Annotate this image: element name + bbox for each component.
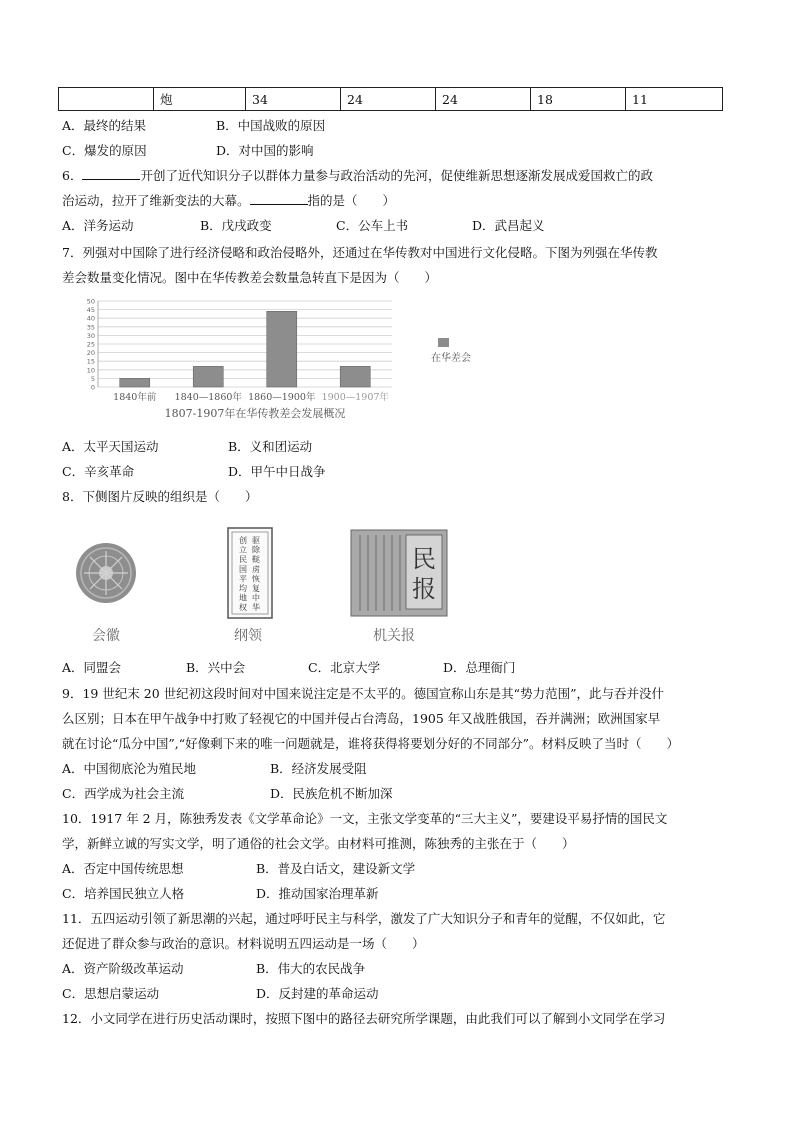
data-table	[58, 87, 723, 111]
q7-option-a[interactable]: A．太平天国运动	[62, 439, 159, 454]
program-char: 平	[239, 574, 247, 584]
table-cell	[59, 88, 154, 111]
q10-option-c[interactable]: C．培养国民独立人格	[62, 886, 185, 901]
chart-bar	[120, 378, 150, 387]
table-cell: 18	[531, 88, 626, 111]
legend-label: 在华差会	[431, 353, 471, 364]
caption-emblem: 会徽	[92, 628, 120, 644]
q7-option-b[interactable]: B．义和团运动	[228, 439, 313, 454]
newspaper-image	[350, 529, 448, 617]
table-cell: 炮	[154, 88, 246, 111]
x-tick-label: 1840—1860年	[174, 392, 242, 403]
y-tick-label: 5	[90, 374, 95, 383]
q10-line-1: 10．1917 年 2 月，陈独秀发表《文学革命论》一文，主张文学变革的“三大主义”，要建设平易抒情的国民文	[62, 811, 668, 826]
q9-option-b[interactable]: B．经济发展受阻	[270, 761, 367, 776]
x-tick-label: 1900—1907年	[321, 392, 389, 403]
program-char: 华	[252, 603, 260, 613]
table-cell: 11	[626, 88, 723, 111]
q6-blank-1	[82, 168, 140, 180]
program-char: 除	[252, 545, 260, 555]
newspaper-title-char: 民	[412, 545, 436, 573]
y-tick-label: 10	[86, 366, 95, 375]
q9-line-1: 9．19 世纪末 20 世纪初这段时间对中国来说注定是不太平的。德国宣称山东是其“势力范围”，此与吞并没什	[62, 686, 664, 701]
q7-line-1: 7．列强对中国除了进行经济侵略和政治侵略外，还通过在华传教对中国进行文化侵略。下图为列强在华传教	[62, 245, 658, 260]
q5-option-b[interactable]: B．中国战败的原因	[216, 118, 326, 133]
q7-line-2: 差会数量变化情况。图中在华传教差会数量急转直下是因为（ ）	[62, 270, 438, 285]
program-char: 恢	[252, 574, 260, 584]
q9-line-3: 就在讨论“瓜分中国”,“好像剩下来的唯一问题就是，谁将获得将要划分好的不同部分”。材料反映了当时（ ）	[62, 736, 680, 751]
chart-x-labels	[113, 391, 389, 403]
q8-option-d[interactable]: D．总理衙门	[443, 660, 516, 675]
q11-line-2: 还促进了群众参与政治的意识。材料说明五四运动是一场（ ）	[62, 936, 425, 951]
table-cell: 24	[436, 88, 531, 111]
program-char: 驱	[252, 536, 260, 545]
q9-option-d[interactable]: D．民族危机不断加深	[270, 786, 393, 801]
y-tick-label: 40	[86, 314, 95, 323]
q11-option-b[interactable]: B．伟大的农民战争	[256, 961, 366, 976]
q11-line-1: 11．五四运动引领了新思潮的兴起，通过呼吁民主与科学，激发了广大知识分子和青年的觉醒，不仅如此，它	[62, 911, 666, 926]
chart-bar	[340, 366, 370, 387]
caption-newspaper: 机关报	[373, 628, 415, 644]
q9-option-c[interactable]: C．西学成为社会主流	[62, 786, 185, 801]
q6-line-2	[62, 193, 395, 209]
q6-option-a[interactable]: A．洋务运动	[62, 218, 134, 233]
table-cell: 24	[341, 88, 436, 111]
program-char: 立	[239, 545, 247, 555]
program-image	[226, 526, 274, 620]
q9-line-2: 么区别；日本在甲午战争中打败了轻视它的中国并侵占台湾岛，1905 年又战胜俄国，吞并满洲；欧洲国家早	[62, 711, 661, 726]
program-char: 复	[252, 584, 260, 593]
program-char: 虏	[252, 564, 260, 574]
chart-title: 1807-1907年在华传教差会发展概况	[164, 407, 346, 420]
program-char: 民	[239, 555, 247, 565]
x-tick-label: 1840年前	[113, 392, 157, 403]
legend-swatch	[438, 338, 449, 347]
program-char: 权	[239, 603, 247, 613]
newspaper-title-char: 报	[412, 575, 436, 603]
y-tick-label: 0	[90, 383, 95, 392]
q6-line-1	[62, 168, 653, 184]
q6-text-c: 指的是（ ）	[307, 193, 396, 208]
q6-number: 6．	[62, 168, 83, 183]
y-tick-label: 50	[86, 297, 95, 306]
caption-program: 纲领	[234, 628, 262, 644]
program-char: 鞑	[252, 555, 260, 565]
q10-option-b[interactable]: B．普及白话文，建设新文学	[256, 861, 416, 876]
mission-bar-chart	[80, 295, 500, 425]
q6-blank-2	[250, 193, 308, 205]
program-char: 创	[239, 536, 247, 545]
q5-option-a[interactable]: A．最终的结果	[62, 118, 147, 133]
q6-option-c[interactable]: C．公车上书	[336, 218, 409, 233]
y-tick-label: 15	[86, 357, 95, 366]
q12-line-1: 12．小文同学在进行历史活动课时，按照下图中的路径去研究所学课题，由此我们可以了解到小文同学在学习	[62, 1011, 666, 1026]
program-char: 国	[239, 564, 247, 574]
q6-option-b[interactable]: B．戊戌政变	[200, 218, 272, 233]
q5-option-d[interactable]: D．对中国的影响	[216, 143, 314, 158]
table-row	[59, 88, 723, 111]
program-char: 中	[252, 593, 260, 603]
q8-line: 8．下侧图片反映的组织是（ ）	[62, 489, 258, 504]
q6-text-a: 开创了近代知识分子以群体力量参与政治活动的先河，促使维新思想逐渐发展成爱国救亡的政	[140, 168, 653, 183]
chart-bar	[193, 366, 223, 387]
q9-option-a[interactable]: A．中国彻底沦为殖民地	[62, 761, 197, 776]
y-tick-label: 20	[86, 349, 95, 358]
y-tick-label: 45	[86, 306, 95, 315]
y-tick-label: 35	[86, 323, 95, 332]
q11-option-c[interactable]: C．思想启蒙运动	[62, 986, 160, 1001]
q6-option-d[interactable]: D．武昌起义	[472, 218, 545, 233]
y-tick-label: 25	[86, 340, 95, 349]
y-tick-label: 30	[86, 331, 95, 340]
program-char: 均	[239, 584, 247, 593]
x-tick-label: 1860—1900年	[248, 392, 316, 403]
q6-text-b: 治运动，拉开了维新变法的大幕。	[62, 193, 250, 208]
q11-option-d[interactable]: D．反封建的革命运动	[256, 986, 379, 1001]
q7-option-c[interactable]: C．辛亥革命	[62, 464, 135, 479]
emblem-image	[74, 529, 138, 617]
q8-option-a[interactable]: A．同盟会	[62, 660, 122, 675]
q5-option-c[interactable]: C．爆发的原因	[62, 143, 147, 158]
chart-bar	[267, 311, 297, 387]
chart-bars	[120, 311, 371, 387]
program-char: 地	[239, 593, 247, 603]
chart-y-ticks	[87, 298, 95, 392]
q10-line-2: 学，新鲜立诚的写实文学，明了通俗的社会文学。由材料可推测，陈独秀的主张在于（ ）	[62, 836, 575, 851]
q7-option-d[interactable]: D．甲午中日战争	[228, 464, 326, 479]
q10-option-d[interactable]: D．推动国家治理革新	[256, 886, 379, 901]
table-cell: 34	[246, 88, 341, 111]
q8-option-b[interactable]: B．兴中会	[186, 660, 246, 675]
q11-option-a[interactable]: A．资产阶级改革运动	[62, 961, 184, 976]
q10-option-a[interactable]: A．否定中国传统思想	[62, 861, 184, 876]
q8-option-c[interactable]: C．北京大学	[308, 660, 381, 675]
